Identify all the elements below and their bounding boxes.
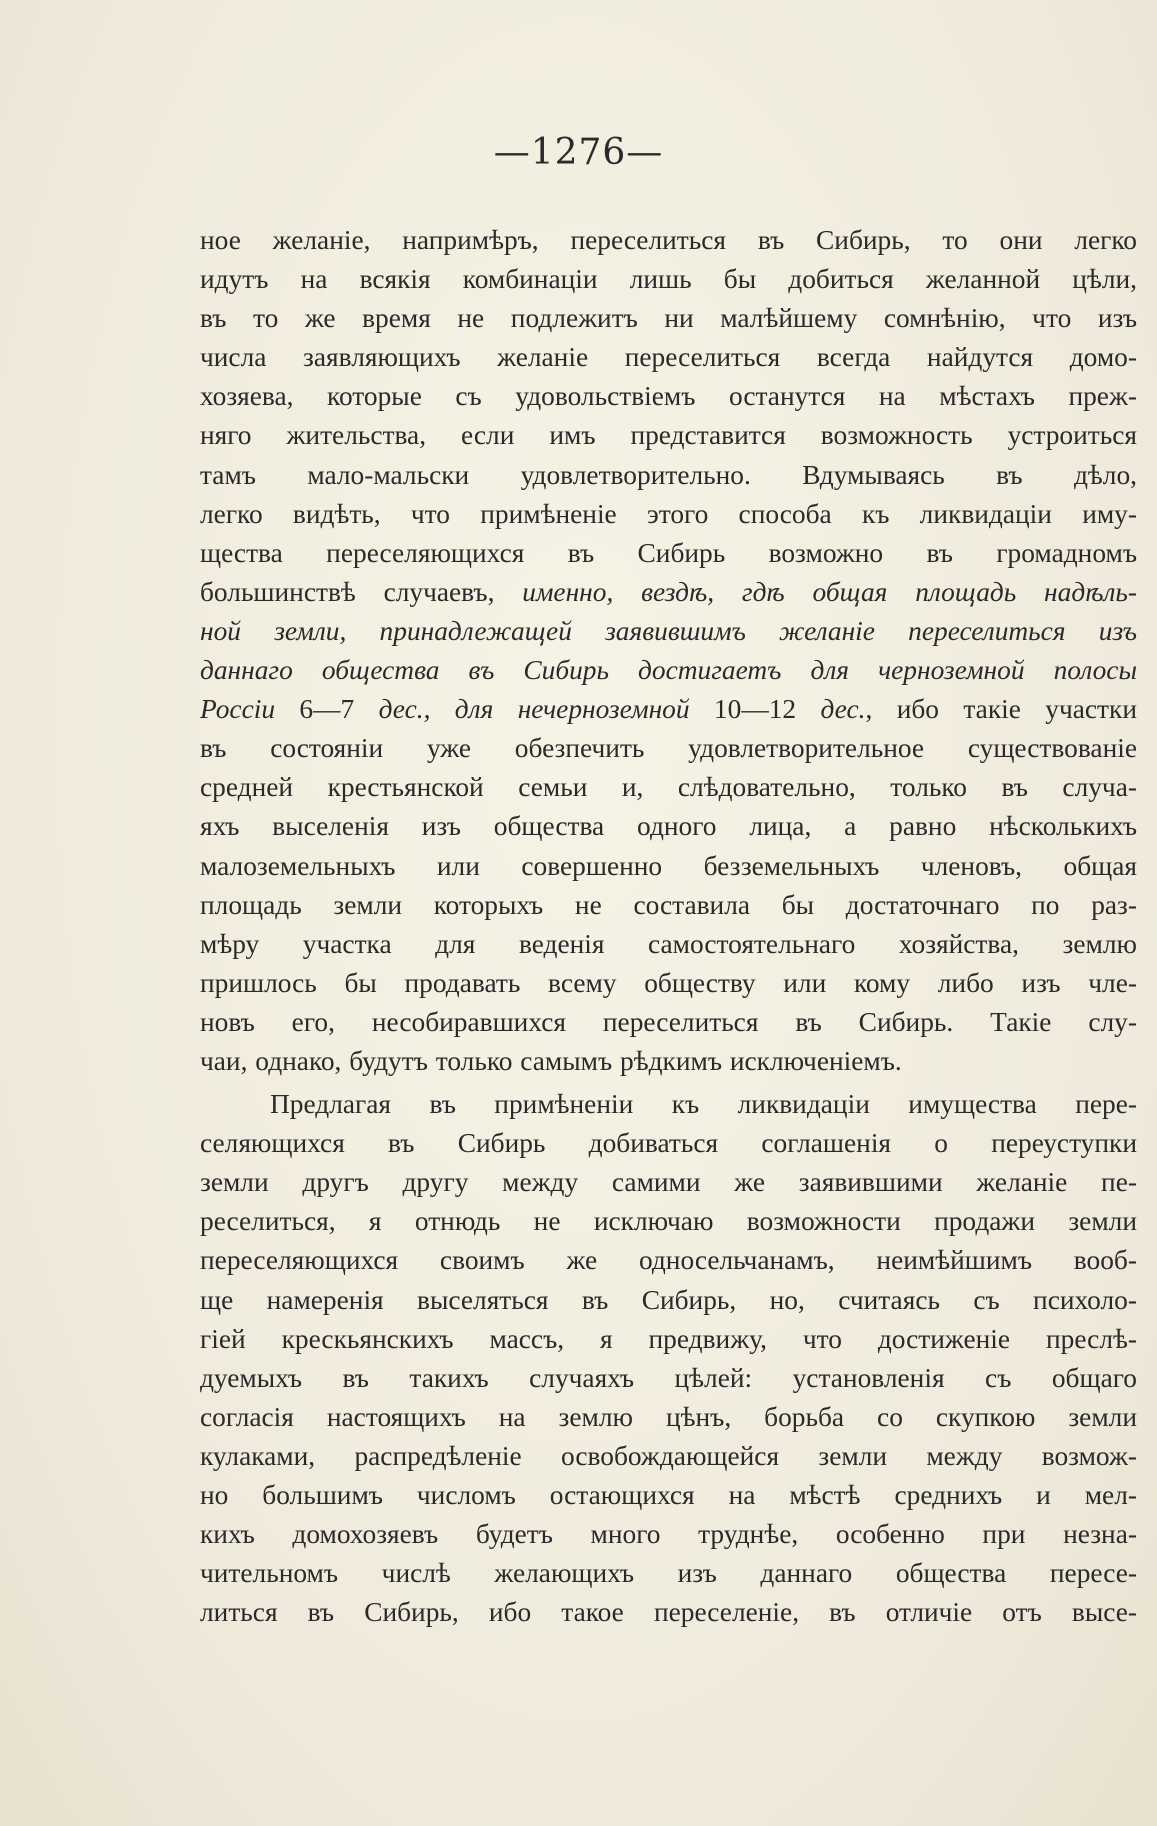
text-line: малоземельныхъ или совершенно безземельныхъ членовъ, общая [200,850,1137,881]
italic-text: дес. [820,694,866,725]
text-line: площадь земли которыхъ не составила бы достаточнаго по раз- [200,889,1137,920]
text-line: чаи, однако, будутъ только самымъ рѣдкимъ исключеніемъ. [200,1045,902,1076]
text-line: хозяева, которые съ удовольствіемъ останутся на мѣстахъ преж- [200,381,1137,412]
text-line: гіей крескьянскихъ массъ, я предвижу, что достиженіе преслѣ- [200,1323,1137,1354]
paragraph-2 [200,1085,1137,1632]
text-line: новъ его, несобиравшихся переселиться въ Сибирь. Такіе слу- [200,1006,1137,1037]
text-line: земли другъ другу между самими же заявившими желаніе пе- [200,1167,1137,1198]
text-line: ное желаніе, напримѣръ, переселиться въ Сибирь, то они легко [200,225,1137,255]
text-line: яхъ выселенія изъ общества одного лица, а равно нѣсколькихъ [200,811,1137,842]
text-line: большинствѣ случаевъ, именно, вездѣ, гдѣ общая площадь надѣль- [200,576,1137,607]
text-line: средней крестьянской семьи и, слѣдовательно, только въ случа- [200,772,1137,803]
text-line: няго жительства, если имъ представится возможность устроиться [200,420,1137,451]
text-line: Россіи 6—7 дес., для нечерноземной 10—12 дес., ибо такіе участки [200,694,1137,725]
text-line: пришлось бы продавать всему обществу или кому либо изъ чле- [200,967,1137,998]
italic-text: именно, вездѣ, гдѣ общая площадь надѣль- [522,576,1137,607]
text-line: кулаками, распредѣленіе освобождающейся земли между возмож- [200,1440,1137,1471]
text-line: даннаго общества въ Сибирь достигаетъ для черноземной полосы [200,655,1137,686]
text-line: дуемыхъ въ такихъ случаяхъ цѣлей: установленія съ общаго [200,1362,1137,1393]
text-line: въ состояніи уже обезпечить удовлетворительное существованіе [200,733,1137,764]
text-line: но большимъ числомъ остающихся на мѣстѣ среднихъ и мел- [200,1480,1137,1510]
body-text [200,221,1137,1632]
text-line: Предлагая въ примѣненіи къ ликвидаціи имущества пере- [270,1089,1137,1120]
text-line: согласія настоящихъ на землю цѣнъ, борьба со скупкою земли [200,1401,1137,1432]
italic-text: дес., для нечерноземной [378,694,690,725]
text-line: литься въ Сибирь, ибо такое переселеніе, въ отличіе отъ высе- [200,1597,1137,1628]
text-line: реселиться, я отнюдь не исключаю возможности продажи земли [200,1206,1137,1237]
text-line: ще намеренія выселяться въ Сибирь, но, считаясь съ психоло- [200,1284,1137,1315]
text-line: въ то же время не подлежитъ ни малѣйшему сомнѣнію, что изъ [200,303,1137,334]
italic-text: Россіи [200,694,276,725]
text-line: идутъ на всякія комбинаціи лишь бы добиться желанной цѣли, [200,264,1137,295]
text-line: числа заявляющихъ желаніе переселиться всегда найдутся домо- [200,342,1137,373]
paragraph-1 [200,221,1137,1081]
text-line: переселяющихся своимъ же односельчанамъ, неимѣйшимъ вооб- [200,1245,1137,1276]
page-number: —1276— [493,132,664,173]
text-line: тамъ мало-мальски удовлетворительно. Вдумываясь въ дѣло, [200,459,1137,490]
text-line: селяющихся въ Сибирь добиваться соглашенія о переуступки [200,1128,1137,1159]
text-line: ной земли, принадлежащей заявившимъ желаніе переселиться изъ [200,615,1137,646]
text-line: чительномъ числѣ желающихъ изъ даннаго общества пересе- [200,1558,1137,1589]
text-line: щества переселяющихся въ Сибирь возможно въ громадномъ [200,537,1137,568]
text-line: кихъ домохозяевъ будетъ много труднѣе, особенно при незна- [200,1519,1137,1550]
text-line: мѣру участка для веденія самостоятельнаго хозяйства, землю [200,928,1137,959]
text-line: легко видѣть, что примѣненіе этого способа къ ликвидаціи иму- [200,498,1137,529]
